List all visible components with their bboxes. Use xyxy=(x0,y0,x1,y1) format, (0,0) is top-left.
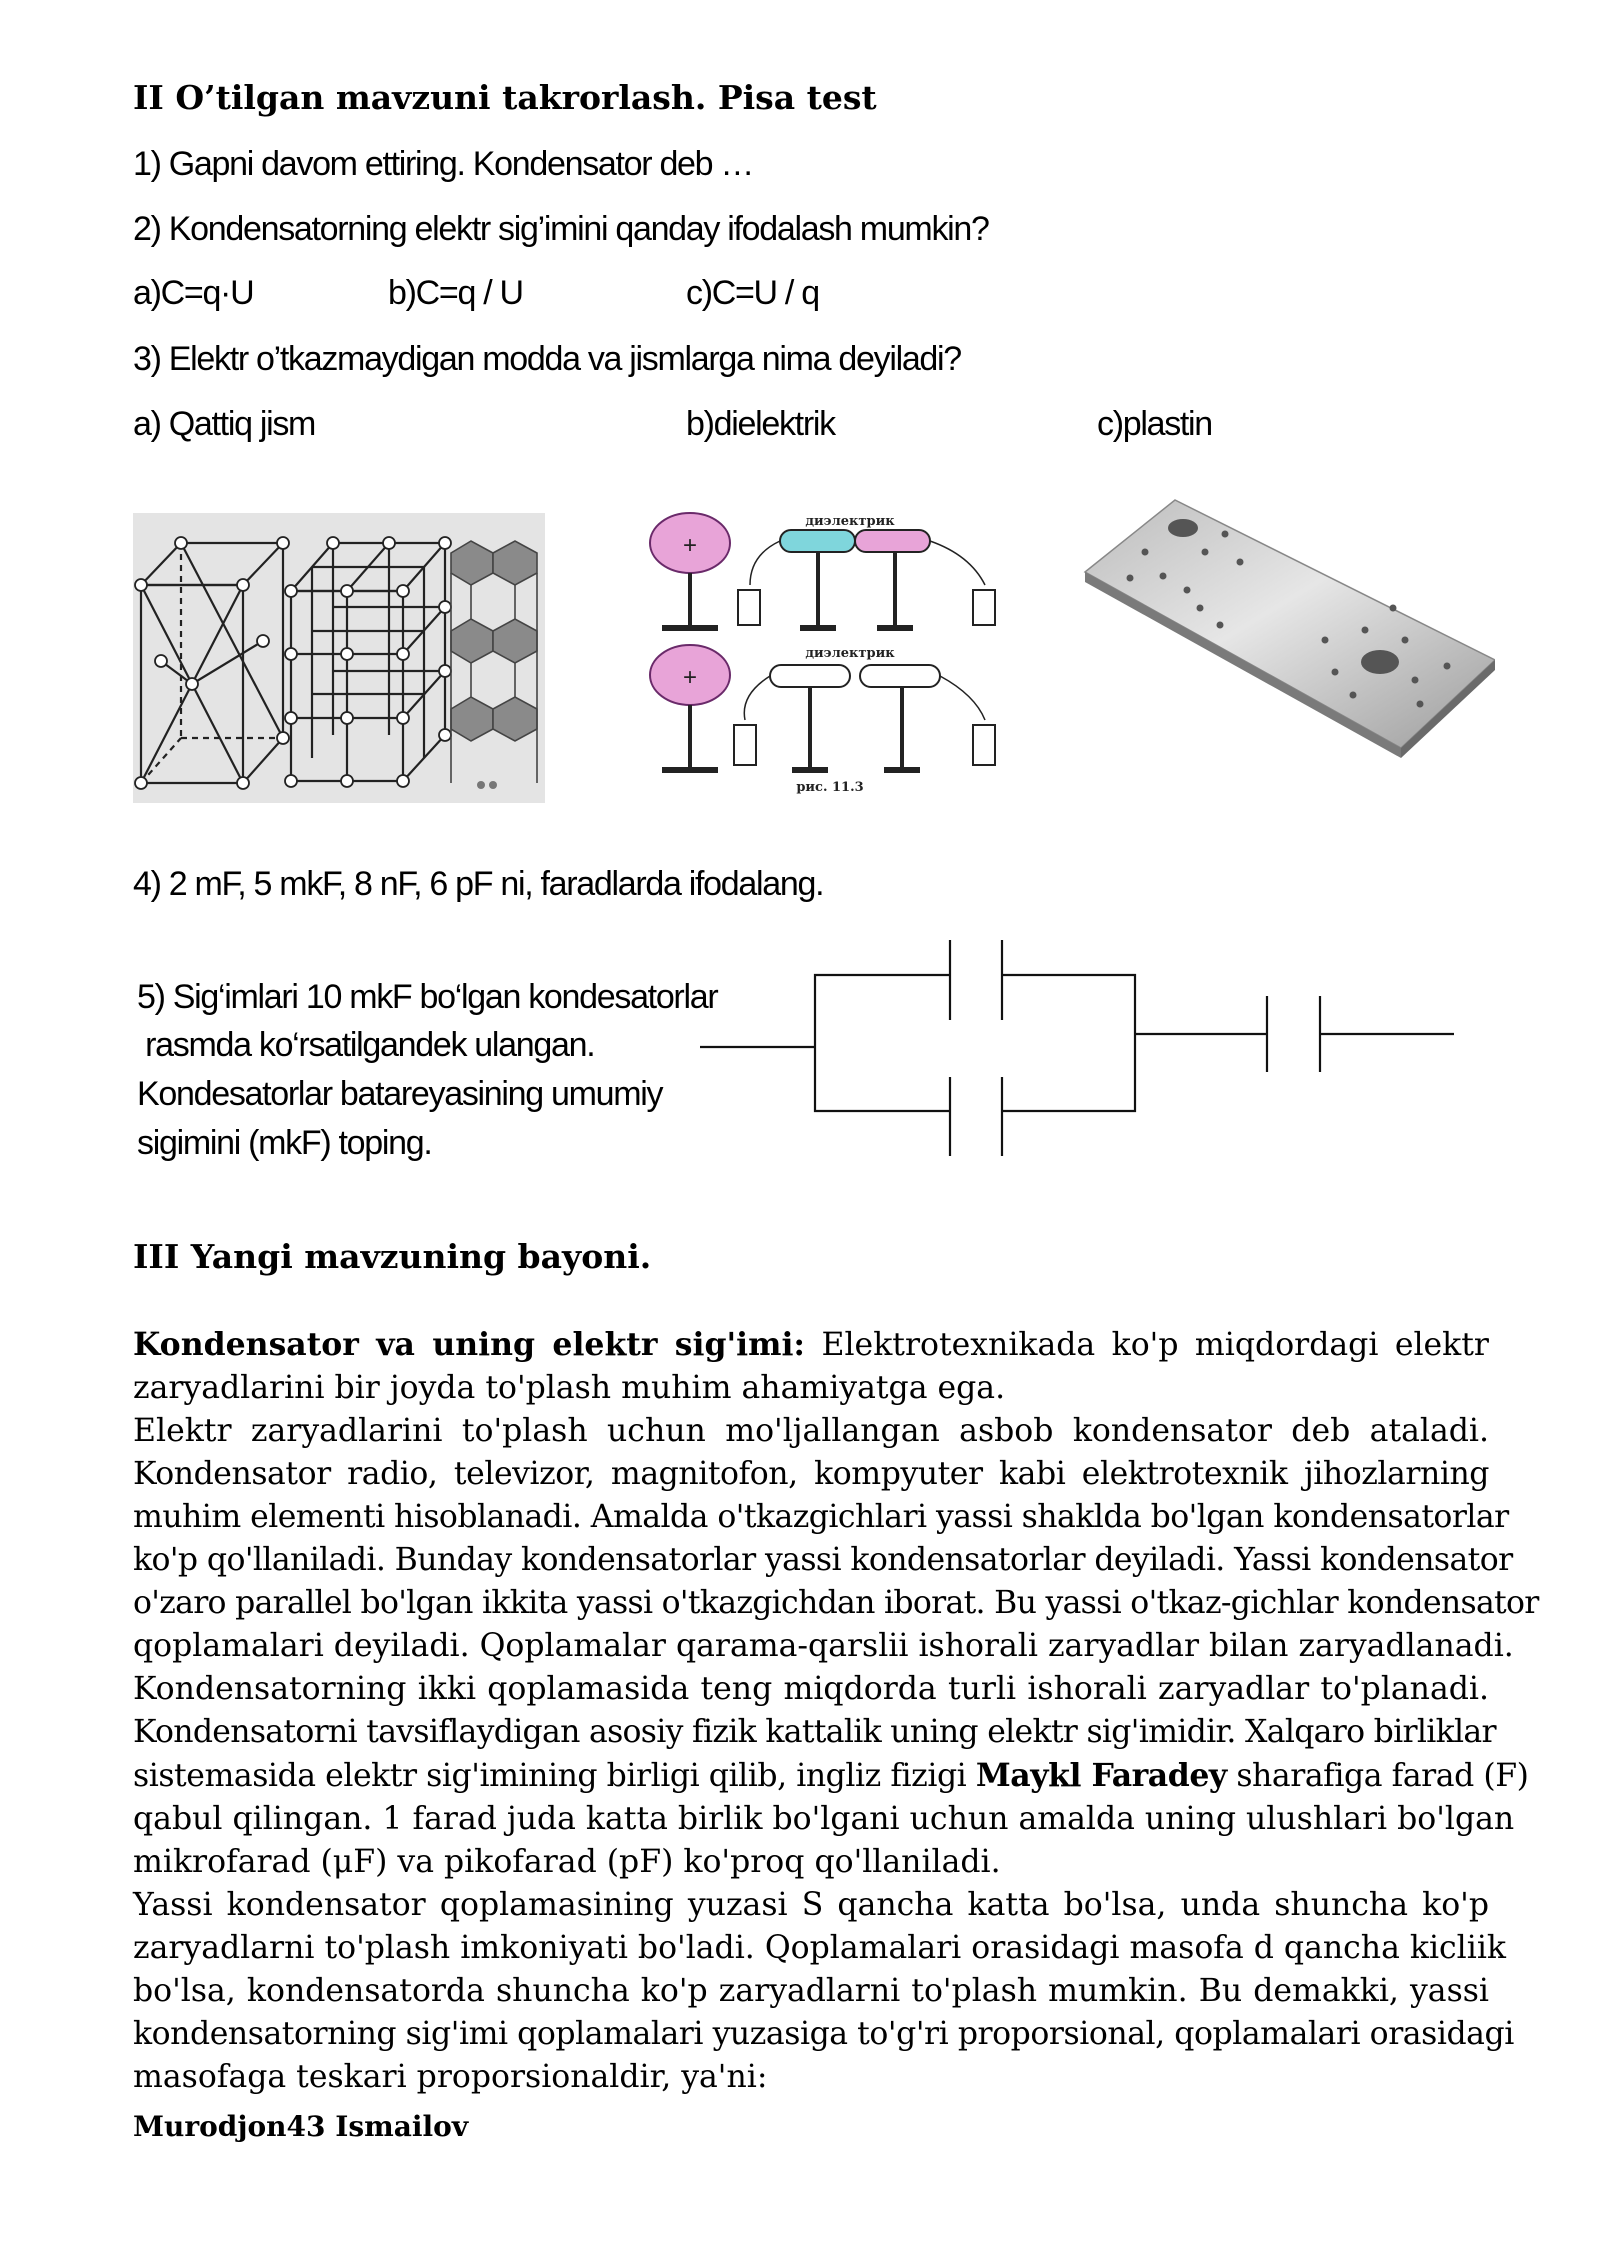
paragraph-line: o'zaro parallel bo'lgan ikkita yassi o'tkazgichdan iborat. Bu yassi o'tkaz-gichlar kondensator xyxy=(133,1585,1539,1621)
question-3-option-b: b)dielektrik xyxy=(686,405,835,443)
paragraph-line: kondensatorning sig'imi qoplamalari yuzasiga to'g'ri proporsional, qoplamalari orasidagi xyxy=(133,2016,1514,2052)
paragraph-line: ko'p qo'llaniladi. Bunday kondensatorlar yassi kondensatorlar deyiladi. Yassi kondensator xyxy=(133,1542,1513,1578)
intro-paragraph xyxy=(133,1323,1539,2099)
question-5-line-4: sigimini (mkF) toping. xyxy=(137,1124,432,1162)
paragraph-line: Kondensator radio, televizor, magnitofon, kompyuter kabi elektrotexnik jihozlarning xyxy=(133,1456,1489,1492)
paragraph-line: muhim elementi hisoblanadi. Amalda o'tkazgichlari yassi shaklda bo'lgan kondensatorlar xyxy=(133,1499,1509,1535)
paragraph-line: Elektr zaryadlarini to'plash uchun mo'ljallangan asbob kondensator deb ataladi. xyxy=(133,1413,1489,1449)
paragraph-text: Elektrotexnikada ko'p miqdordagi elektr xyxy=(805,1327,1489,1363)
question-5-line-1: 5) Sig‘imlari 10 mkF bo‘lgan kondesatorlar xyxy=(137,978,718,1016)
svg-text:+: + xyxy=(682,532,698,559)
dielectric-experiment-image xyxy=(640,505,1015,803)
paragraph-line: Yassi kondensator qoplamasining yuzasi S qancha katta bo'lsa, unda shuncha ko'p xyxy=(133,1887,1489,1923)
question-2: 2) Kondensatorning elektr sig’imini qanday ifodalash mumkin? xyxy=(133,210,989,248)
question-1: 1) Gapni davom ettiring. Kondensator deb … xyxy=(133,145,754,183)
question-3-option-a: a) Qattiq jism xyxy=(133,405,316,443)
svg-text:+: + xyxy=(682,664,698,691)
paragraph-line: bo'lsa, kondensatorda shuncha ko'p zaryadlarni to'plash mumkin. Bu demakki, yassi xyxy=(133,1973,1489,2009)
figure-caption: рис. 11.3 xyxy=(796,780,864,795)
question-3-option-c: c)plastin xyxy=(1097,405,1212,443)
question-5-line-3: Kondesatorlar batareyasining umumiy xyxy=(137,1075,663,1113)
section-heading-new-topic: III Yangi mavzuning bayoni. xyxy=(133,1237,652,1276)
subheading: Kondensator va uning elektr sig'imi: xyxy=(133,1326,806,1363)
dielectric-label-bottom: диэлектрик xyxy=(805,646,895,661)
dielectric-label-top: диэлектрик xyxy=(805,514,895,529)
question-2-option-a: a)C=q·U xyxy=(133,274,254,312)
capacitor-circuit-diagram xyxy=(690,930,1460,1165)
faraday-name: Maykl Faradey xyxy=(975,1757,1227,1794)
paragraph-line: zaryadlarni to'plash imkoniyati bo'ladi. Qoplamalari orasidagi masofa d qancha kicliik xyxy=(133,1930,1506,1966)
question-5-line-2: rasmda ko‘rsatilgandek ulangan. xyxy=(137,1026,595,1064)
question-4: 4) 2 mF, 5 mkF, 8 nF, 6 pF ni, faradlarda ifodalang. xyxy=(133,865,824,903)
paragraph-line: Kondensatorni tavsiflaydigan asosiy fizik kattalik uning elektr sig'imidir. Xalqaro birliklar xyxy=(133,1714,1496,1750)
metal-plate-image xyxy=(1075,490,1495,760)
paragraph-line: mikrofarad (μF) va pikofarad (pF) ko'proq qo'llaniladi. xyxy=(133,1844,1001,1880)
paragraph-line: Kondensatorning ikki qoplamasida teng miqdorda turli ishorali zaryadlar to'planadi. xyxy=(133,1671,1489,1707)
question-2-option-b: b)C=q / U xyxy=(388,274,523,312)
paragraph-line: masofaga teskari proporsionaldir, ya'ni: xyxy=(133,2059,768,2095)
section-heading: II O’tilgan mavzuni takrorlash. Pisa test xyxy=(133,78,877,117)
paragraph-line: qoplamalari deyiladi. Qoplamalar qarama-qarslii ishorali zaryadlar bilan zaryadlanadi. xyxy=(133,1628,1514,1664)
paragraph-text: sistemasida elektr sig'imining birligi qilib, ingliz fizigi xyxy=(133,1758,976,1794)
question-2-option-c: c)C=U / q xyxy=(686,274,819,312)
paragraph-line: zaryadlarini bir joyda to'plash muhim ahamiyatga ega. xyxy=(133,1370,1006,1406)
paragraph-line: qabul qilingan. 1 farad juda katta birlik bo'lgani uchun amalda uning ulushlari bo'lgan xyxy=(133,1801,1515,1837)
author-footer: Murodjon43 Ismailov xyxy=(133,2110,469,2143)
crystal-lattice-image xyxy=(133,513,545,803)
paragraph-text: sharafiga farad (F) xyxy=(1226,1758,1529,1794)
question-3: 3) Elektr o’tkazmaydigan modda va jismlarga nima deyiladi? xyxy=(133,340,961,378)
